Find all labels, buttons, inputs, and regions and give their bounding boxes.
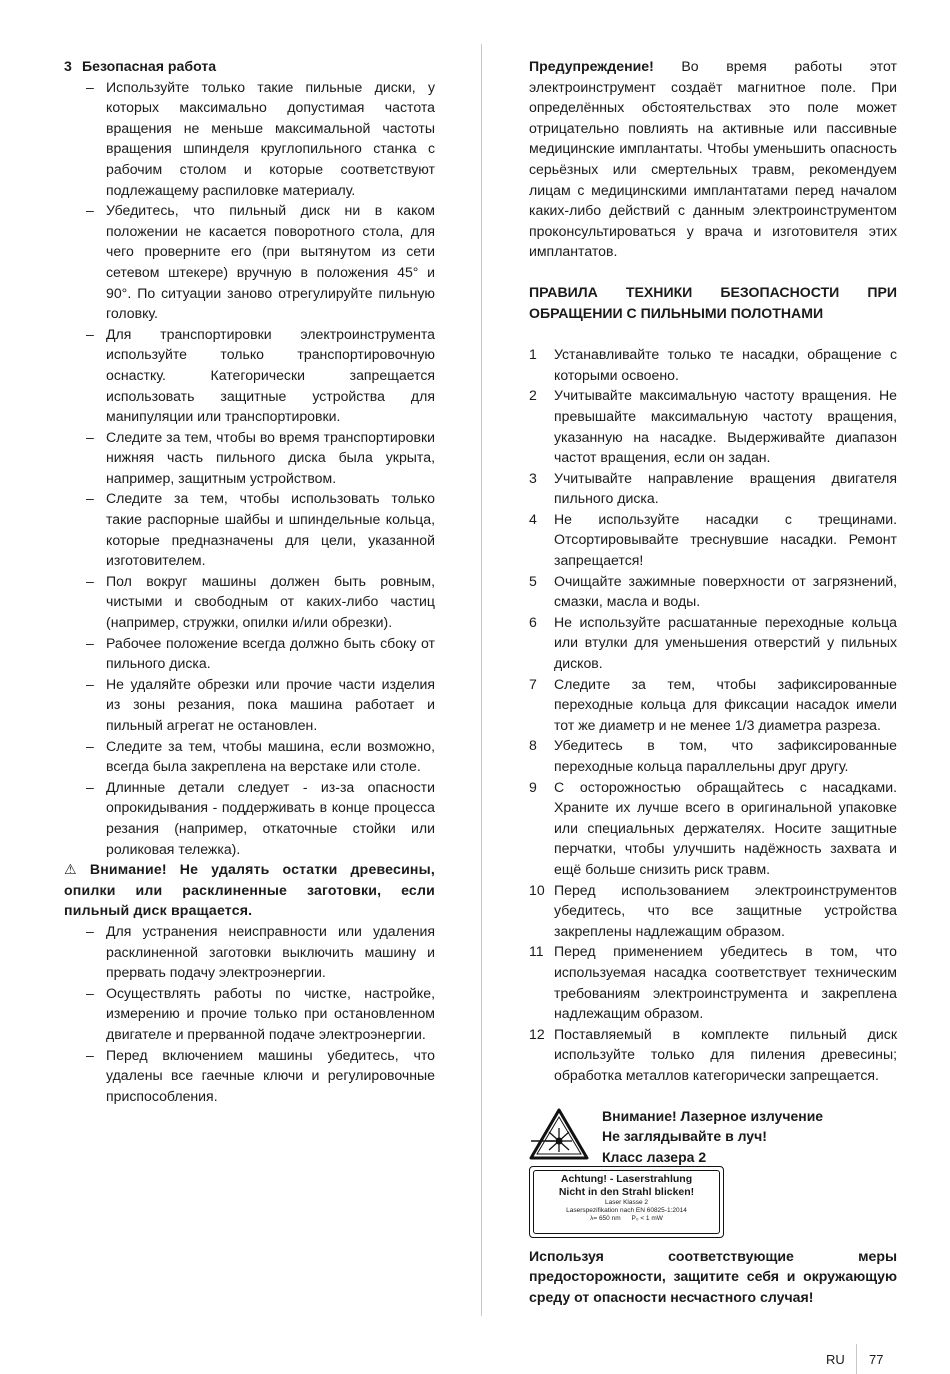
safety-list-1 (64, 77, 435, 860)
section-heading (64, 56, 435, 77)
laser-warning-block (529, 1106, 897, 1246)
rule-number: 2 (529, 387, 537, 404)
rule-text: Очищайте зажимные поверхности от загрязнений, смазки, масла и воды. (554, 572, 897, 610)
rule-text: С осторожностью обращайтесь с насадками. Храните их лучше всего в оригинальной упаковке или специальных держателях. Носите защитные перчатки, чтобы улучшить надёжность захвата и ещё больше снизить риск травм. (554, 778, 897, 877)
rule-number: 4 (529, 510, 537, 527)
rule-item (529, 612, 897, 674)
list-item: – Следите за тем, чтобы использовать только такие распорные шайбы и шпиндельные кольца, которые предназначены для цели, указанной изготовителем. (64, 488, 435, 570)
rule-item (529, 941, 897, 1023)
list-item: – Длинные детали следует - из-за опасности опрокидывания - поддерживать в конце процесса резания (например, откаточные стойки или роликовая тележка). (64, 777, 435, 859)
laser-class-label (529, 1166, 724, 1238)
rule-item (529, 509, 897, 571)
section-number: 3 (64, 58, 72, 74)
list-item: – Используйте только такие пильные диски, у которых максимально допустимая частота вращения не меньше максимальной частоты вращения шпинделя круглопильного станка с рабочим столом и которые соответствуют подлежащему распиловке материалу. (64, 77, 435, 201)
list-item: – Не удаляйте обрезки или прочие части изделия из зоны резания, пока машина работает и пильный агрегат не остановлен. (64, 674, 435, 736)
section-title: Безопасная работа (82, 58, 217, 74)
rule-text: Не используйте насадки с трещинами. Отсортировывайте треснувшие насадки. Ремонт запрещается! (554, 510, 897, 569)
rule-item (529, 880, 897, 942)
magnetic-warning-label: Предупреждение! (529, 58, 654, 74)
left-column (64, 56, 435, 1106)
laser-line-1: Внимание! Лазерное излучение (602, 1107, 824, 1124)
rule-text: Убедитесь в том, что зафиксированные переходные кольца параллельны друг другу. (554, 737, 897, 774)
rule-text: Поставляемый в комплекте пильный диск используйте только для пиления древесины; обработка металлов категорически запрещается. (554, 1025, 897, 1083)
laser-line-2: Не заглядывайте в луч! (602, 1128, 767, 1145)
rules-list (529, 344, 897, 1085)
label-power: P₀ < 1 mW (631, 1214, 663, 1222)
rule-number: 12 (529, 1025, 545, 1042)
rule-text: Не используйте расшатанные переходные кольца или втулки для уменьшения отверстий у пильных дисков. (554, 613, 897, 672)
list-item: – Пол вокруг машины должен быть ровным, чистыми и свободным от каких-либо частиц (например, стружки, опилки и/или обрезки). (64, 571, 435, 633)
rule-item (529, 385, 897, 467)
rule-item (529, 344, 897, 385)
list-item: – Для транспортировки электроинструмента используйте только транспортировочную оснастку. Категорически запрещается использовать защитные устройства для манипуляции или транспортировки. (64, 324, 435, 427)
label-line-2: Nicht in den Strahl blicken! (558, 1185, 695, 1198)
rule-number: 1 (529, 346, 537, 363)
rule-text: Устанавливайте только те насадки, обращение с которыми освоено. (554, 346, 897, 383)
rule-number: 6 (529, 613, 537, 630)
rule-text: Следите за тем, чтобы зафиксированные переходные кольца для фиксации насадок имели тот же диаметр и не менее 1/3 диаметра разреза. (554, 675, 897, 733)
label-line-3: Laser Klasse 2 (605, 1198, 648, 1206)
magnetic-warning (529, 56, 897, 262)
warning-paragraph (64, 859, 435, 921)
rule-number: 7 (529, 675, 537, 692)
rule-item (529, 777, 897, 880)
final-note: Используя соответствующие меры предосторожности, защитите себя и окружающую среду от опасности несчастного случая! (529, 1247, 897, 1305)
rules-title: ПРАВИЛА ТЕХНИКИ БЕЗОПАСНОСТИ ПРИ ОБРАЩЕНИИ С ПИЛЬНЫМИ ПОЛОТНАМИ (529, 283, 897, 321)
footer-separator (856, 1344, 857, 1374)
magnetic-warning-text: Во время работы этот электроинструмент создаёт магнитное поле. При определённых обстоятельствах это поле может отрицательно повлиять на активные или пассивные медицинские имплантаты. Чтобы уменьшить опасность серьёзных или смертельных травм, рекомендуем лицам с медицинскими имплантатами перед началом каких-либо действий с данным электроинструментом проконсультироваться у врача и изготовителя этих имплантатов. (529, 58, 897, 260)
rule-text: Учитывайте максимальную частоту вращения. Не превышайте максимальную частоту вращения, указанную на насадке. Выдерживайте диапазон частот вращения, если он задан. (554, 387, 897, 466)
laser-warning-icon (529, 1108, 589, 1160)
label-line-5 (534, 1215, 719, 1223)
label-line-1: Achtung! - Laserstrahlung (560, 1172, 693, 1185)
safety-list-2 (64, 921, 435, 1106)
rule-item (529, 571, 897, 612)
rule-number: 5 (529, 572, 537, 589)
laser-warning-text (602, 1106, 823, 1168)
rule-text: Перед использованием электроинструментов убедитесь, что все защитные устройства закреплены надлежащим образом. (554, 881, 897, 939)
warning-triangle-icon: ⚠ (64, 861, 77, 878)
list-item: – Осуществлять работы по чистке, настройке, измерению и прочие только при остановленном двигателе и прерванной подаче электроэнергии. (64, 983, 435, 1045)
list-item: – Для устранения неисправности или удаления расклиненной заготовки выключить машину и прервать подачу электроэнергии. (64, 921, 435, 983)
page-number: 77 (869, 1352, 884, 1367)
laser-label-inner (533, 1170, 720, 1234)
list-item: – Следите за тем, чтобы во время транспортировки нижняя часть пильного диска была укрыта, например, защитным устройством. (64, 427, 435, 489)
label-line-4: Laserspezifikation nach EN 60825-1:2014 (566, 1206, 687, 1214)
rule-number: 9 (529, 778, 537, 795)
rule-number: 3 (529, 469, 537, 486)
rule-item (529, 674, 897, 736)
footer-language: RU (826, 1352, 845, 1367)
list-item: – Убедитесь, что пильный диск ни в каком положении не касается поворотного стола, для чего проверните его (при вытянутом из сети сетевом штекере) вручную в положения 45° и 90°. По ситуации заново отрегулируйте пильную головку. (64, 200, 435, 324)
rule-number: 10 (529, 881, 545, 898)
column-divider (481, 44, 482, 1316)
laser-line-3: Класс лазера 2 (602, 1148, 707, 1165)
rule-item (529, 1024, 897, 1086)
list-item: – Рабочее положение всегда должно быть сбоку от пильного диска. (64, 633, 435, 674)
rule-number: 11 (529, 943, 544, 960)
warning-text: Внимание! Не удалять остатки древесины, опилки или расклиненные заготовки, если пильный диск вращается. (64, 861, 436, 919)
rule-number: 8 (529, 737, 537, 754)
label-wavelength: λ= 650 nm (590, 1214, 621, 1222)
list-item: – Следите за тем, чтобы машина, если возможно, всегда была закреплена на верстаке или столе. (64, 736, 435, 777)
right-column (529, 56, 897, 1307)
rule-item (529, 735, 897, 776)
list-item: – Перед включением машины убедитесь, что удалены все гаечные ключи и регулировочные приспособления. (64, 1045, 435, 1107)
rule-text: Перед применением убедитесь в том, что используемая насадка соответствует техническим требованиям электроинструмента и закреплена надлежащим образом. (554, 943, 897, 1022)
rule-text: Учитывайте направление вращения двигателя пильного диска. (554, 469, 897, 507)
rule-item (529, 468, 897, 509)
